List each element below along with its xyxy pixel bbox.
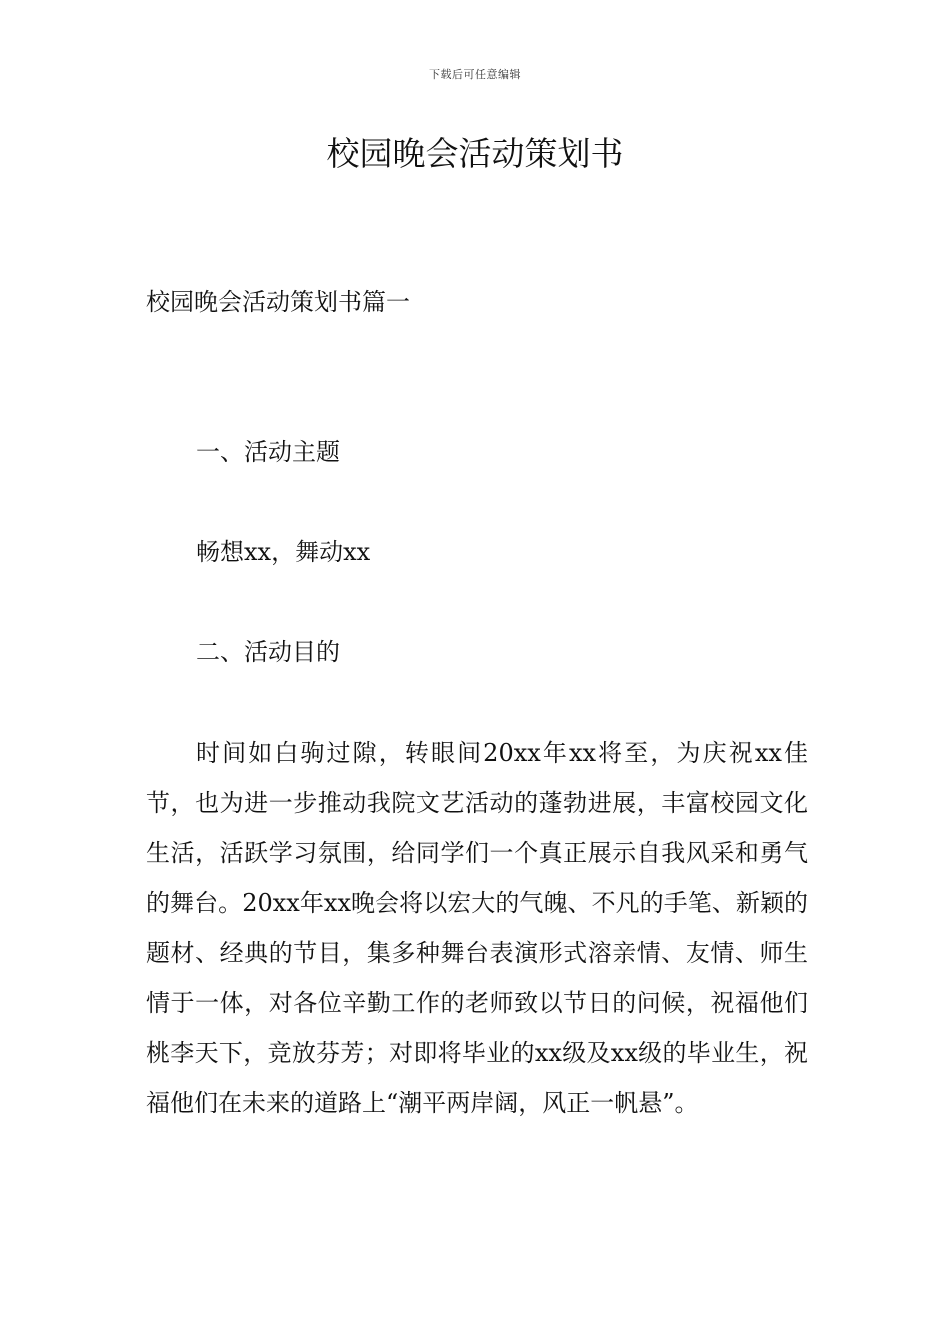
- document-title: 校园晚会活动策划书: [326, 134, 624, 173]
- purpose-paragraph: 时间如白驹过隙，转眼间20xx年xx将至，为庆祝xx佳节，也为进一步推动我院文艺活动的蓬勃进展，丰富校园文化生活，活跃学习氛围，给同学们一个真正展示自我风采和勇气的舞台。20xx年xx晚会将以宏大的气魄、不凡的手笔、新颖的题材、经典的节目，集多种舞台表演形式溶亲情、友情、师生情于一体，对各位辛勤工作的老师致以节日的问候，祝福他们桃李天下，竞放芬芳；对即将毕业的xx级及xx级的毕业生，祝福他们在未来的道路上“潮平两岸阔，风正一帆悬”。: [146, 739, 808, 1117]
- heading-activity-purpose: 二、活动目的: [196, 638, 340, 666]
- heading-activity-theme: 一、活动主题: [196, 438, 340, 466]
- section-title: 校园晚会活动策划书篇一: [146, 288, 410, 316]
- theme-text: 畅想xx，舞动xx: [196, 538, 371, 566]
- header-note: 下载后可任意编辑: [429, 68, 521, 81]
